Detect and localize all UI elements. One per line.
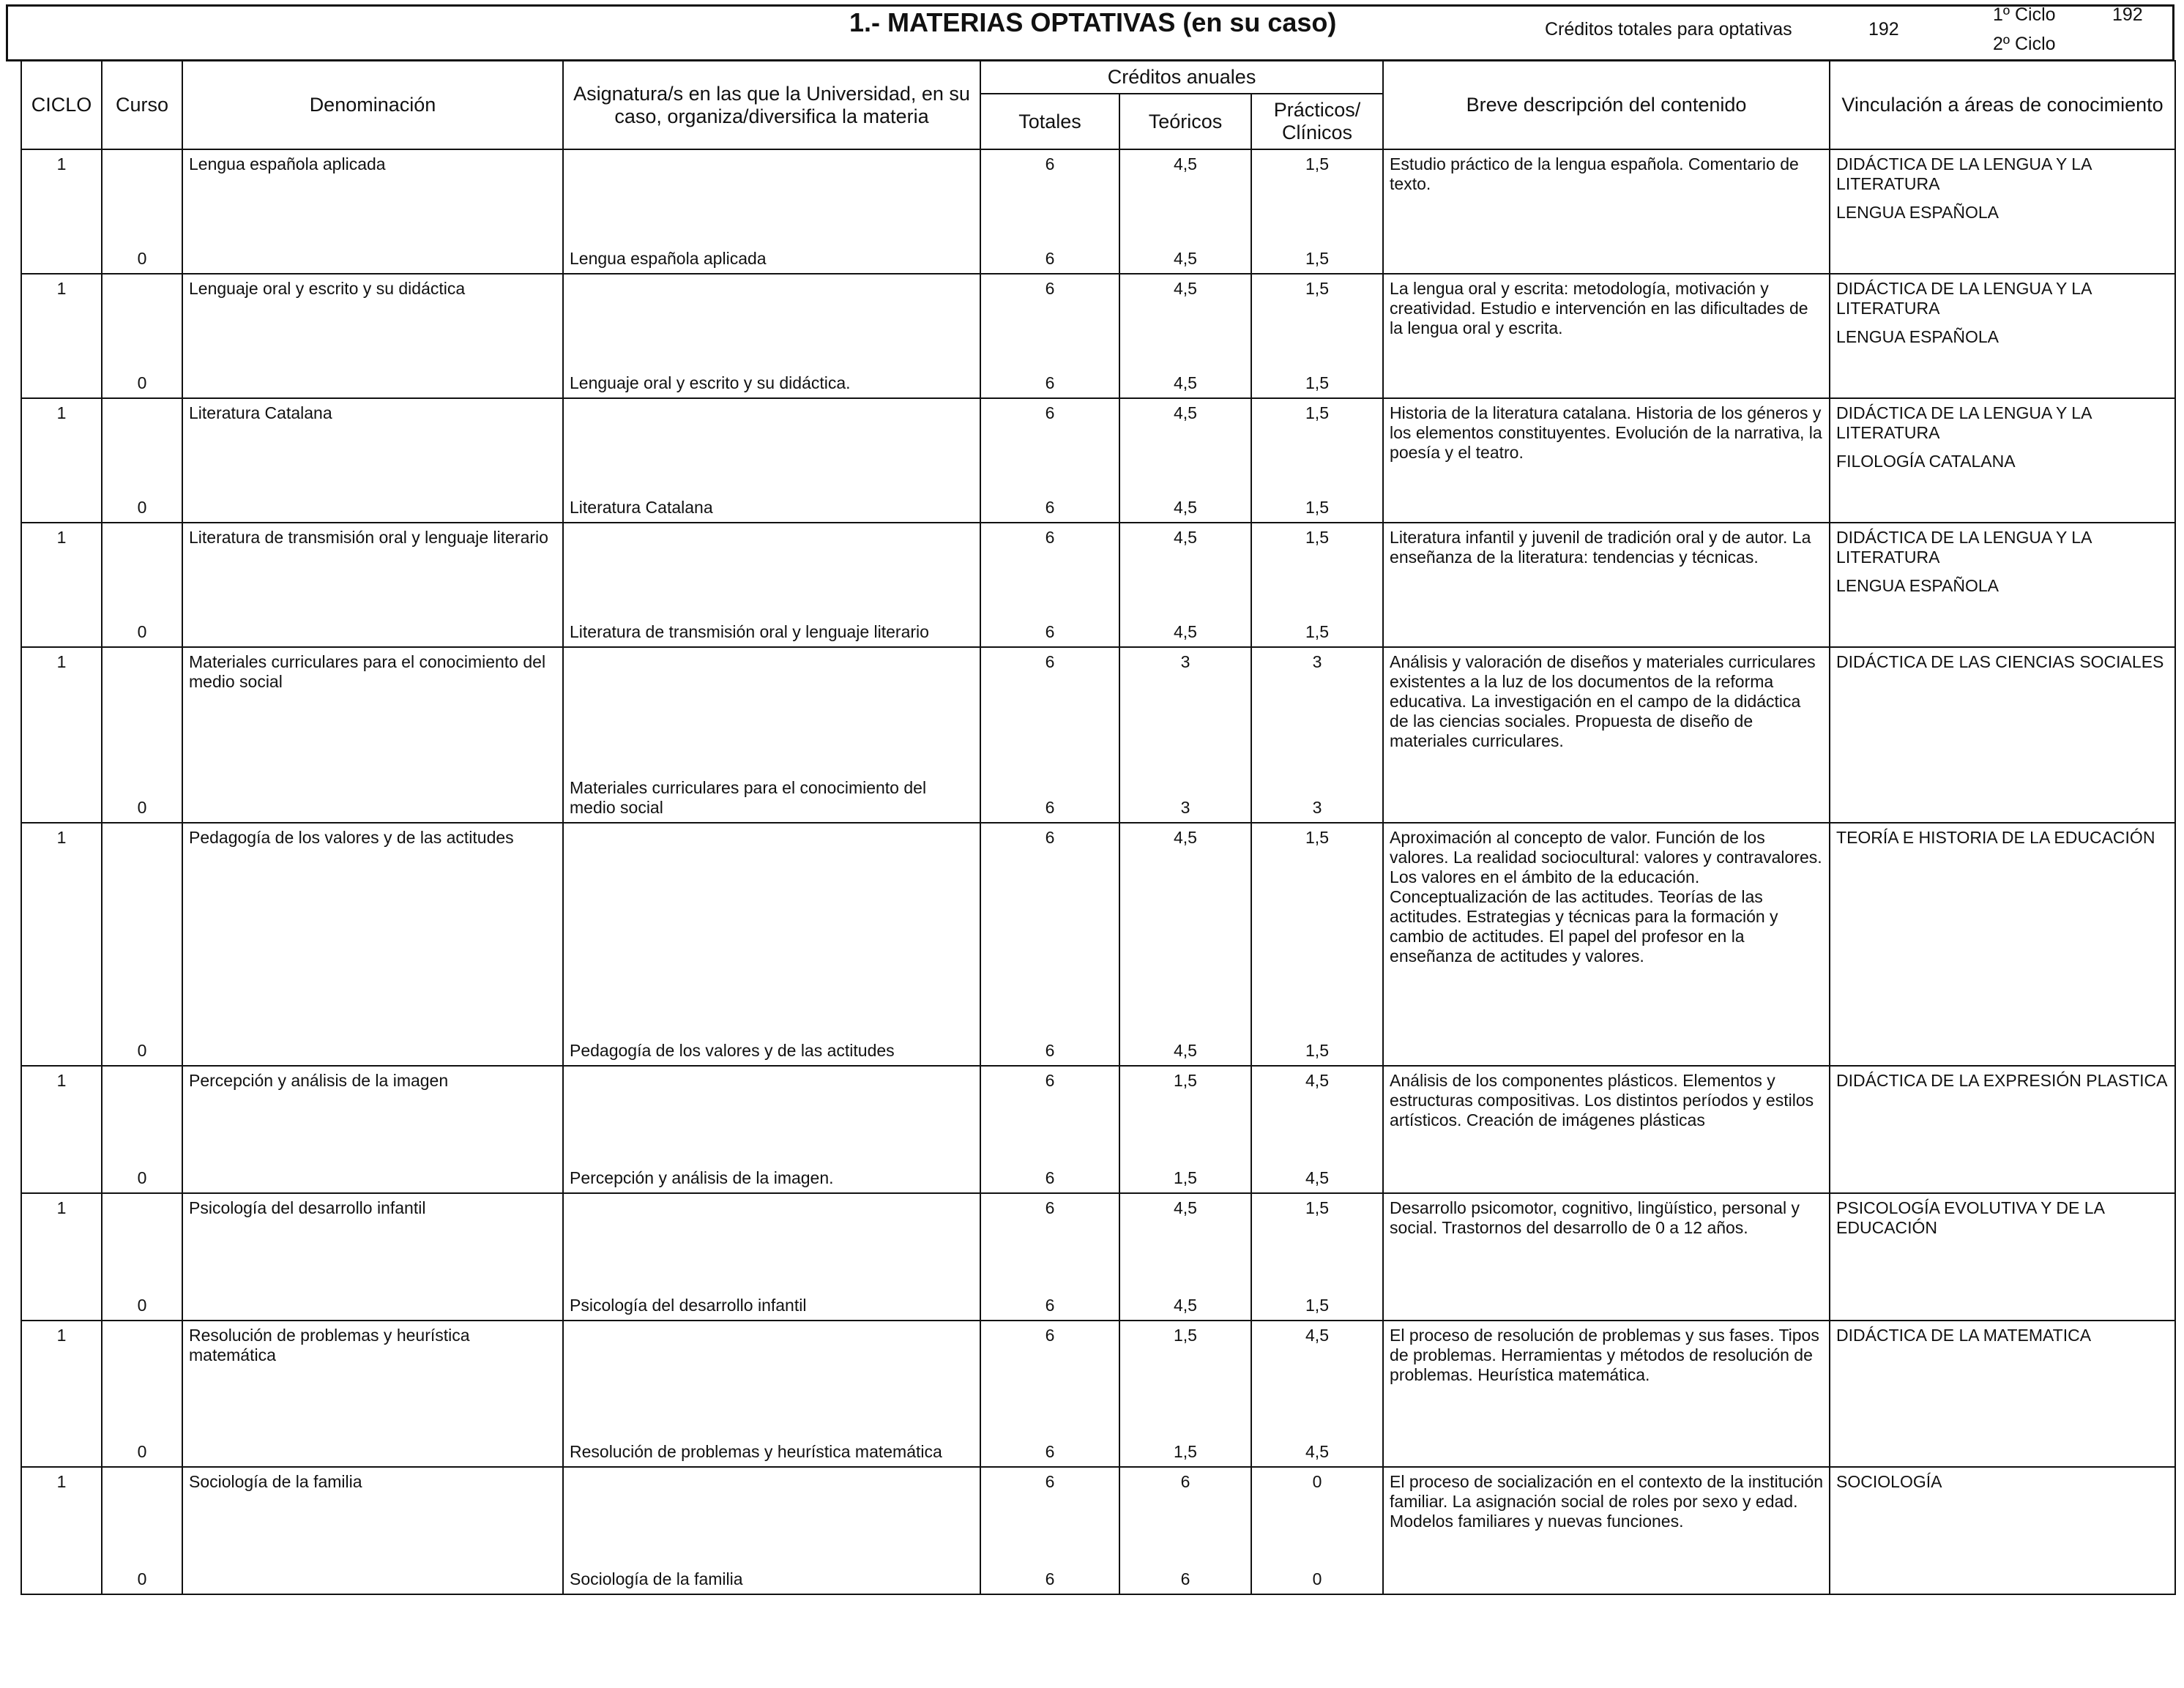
asignatura-cell-top <box>563 398 980 485</box>
totales-cell: 6 <box>980 823 1119 1028</box>
asignatura-cell: Lengua española aplicada <box>563 236 980 274</box>
asignatura-cell: Literatura de transmisión oral y lenguaje literario <box>563 609 980 647</box>
asignatura-cell: Resolución de problemas y heurística matemática <box>563 1416 980 1467</box>
col-creditos: Créditos anuales <box>980 61 1383 94</box>
asignatura-cell: Materiales curriculares para el conocimiento del medio social <box>563 772 980 823</box>
practicos-cell: 4,5 <box>1251 1066 1383 1152</box>
descripcion-cell: Aproximación al concepto de valor. Función de los valores. La realidad sociocultural: valores y contravalores. Los valores en el ámbito de la educación. Conceptualización de las actitudes. Teorías de las actitudes. Estrategias y técnicas para la formación y cambio de actitudes. El papel del profesor en la enseñanza de actitudes y valores. <box>1383 823 1830 1066</box>
practicos-cell-sub: 1,5 <box>1251 360 1383 398</box>
vinculacion-cell <box>1830 1193 2175 1321</box>
asignatura-cell-top <box>563 1193 980 1280</box>
denominacion-cell: Sociología de la familia <box>182 1467 563 1553</box>
col-denominacion: Denominación <box>182 61 563 149</box>
descripcion-cell: La lengua oral y escrita: metodología, motivación y creatividad. Estudio e intervención en las dificultades de la lengua oral y escrita. <box>1383 274 1830 398</box>
practicos-cell-sub: 4,5 <box>1251 1416 1383 1467</box>
practicos-cell: 4,5 <box>1251 1321 1383 1416</box>
table-body <box>21 149 2175 1594</box>
ciclo-cell-bottom <box>21 236 102 274</box>
ciclo-cell-bottom <box>21 609 102 647</box>
col-ciclo: CICLO <box>21 61 102 149</box>
teoricos-cell: 4,5 <box>1119 274 1251 360</box>
vinculacion-cell <box>1830 523 2175 647</box>
vinculacion-cell <box>1830 1467 2175 1594</box>
curso-cell: 0 <box>102 772 182 823</box>
totales-cell: 6 <box>980 523 1119 609</box>
denominacion-cell-bottom <box>182 609 563 647</box>
table-row <box>21 1467 2175 1553</box>
totales-cell-sub: 6 <box>980 1553 1119 1594</box>
denominacion-cell-bottom <box>182 236 563 274</box>
teoricos-cell-sub: 1,5 <box>1119 1152 1251 1193</box>
curso-cell-top <box>102 1066 182 1152</box>
curso-cell-top <box>102 149 182 236</box>
teoricos-cell-sub: 4,5 <box>1119 360 1251 398</box>
total-credits-label: Créditos totales para optativas <box>1545 19 1792 40</box>
ciclo-cell: 1 <box>21 1193 102 1280</box>
teoricos-cell: 4,5 <box>1119 823 1251 1028</box>
ciclo-cell: 1 <box>21 274 102 360</box>
teoricos-cell-sub: 3 <box>1119 772 1251 823</box>
teoricos-cell: 3 <box>1119 647 1251 772</box>
denominacion-cell: Materiales curriculares para el conocimiento del medio social <box>182 647 563 772</box>
totales-cell: 6 <box>980 1066 1119 1152</box>
denominacion-cell: Resolución de problemas y heurística matemática <box>182 1321 563 1416</box>
curso-cell-top <box>102 398 182 485</box>
practicos-cell-sub: 1,5 <box>1251 236 1383 274</box>
asignatura-cell-top <box>563 1066 980 1152</box>
table-row <box>21 274 2175 360</box>
table-row <box>21 523 2175 609</box>
totales-cell-sub: 6 <box>980 1416 1119 1467</box>
denominacion-cell: Literatura de transmisión oral y lenguaje literario <box>182 523 563 609</box>
totales-cell-sub: 6 <box>980 360 1119 398</box>
ciclo-cell: 1 <box>21 1467 102 1553</box>
optativas-table <box>21 60 2176 1595</box>
area-primary: DIDÁCTICA DE LA LENGUA Y LA LITERATURA <box>1836 403 2092 442</box>
area-secondary: LENGUA ESPAÑOLA <box>1836 203 1999 222</box>
totales-cell: 6 <box>980 149 1119 236</box>
curso-cell: 0 <box>102 609 182 647</box>
practicos-cell: 1,5 <box>1251 823 1383 1028</box>
descripcion-cell: Estudio práctico de la lengua española. Comentario de texto. <box>1383 149 1830 274</box>
teoricos-cell-sub: 4,5 <box>1119 485 1251 523</box>
curso-cell: 0 <box>102 485 182 523</box>
table-row <box>21 1193 2175 1280</box>
ciclo-cell-bottom <box>21 1416 102 1467</box>
vinculacion-cell <box>1830 274 2175 398</box>
descripcion-cell: El proceso de socialización en el contexto de la institución familiar. La asignación social de roles por sexo y edad. Modelos familiares y nuevas funciones. <box>1383 1467 1830 1594</box>
asignatura-cell-top <box>563 1321 980 1416</box>
teoricos-cell: 1,5 <box>1119 1066 1251 1152</box>
denominacion-cell-bottom <box>182 1152 563 1193</box>
totales-cell: 6 <box>980 1467 1119 1553</box>
descripcion-cell: Literatura infantil y juvenil de tradición oral y de autor. La enseñanza de la literatura: tendencias y técnicas. <box>1383 523 1830 647</box>
vinculacion-cell <box>1830 1321 2175 1467</box>
area-secondary: LENGUA ESPAÑOLA <box>1836 576 1999 595</box>
denominacion-cell: Psicología del desarrollo infantil <box>182 1193 563 1280</box>
asignatura-cell: Lenguaje oral y escrito y su didáctica. <box>563 360 980 398</box>
ciclo-cell-bottom <box>21 1280 102 1321</box>
curso-cell-top <box>102 1467 182 1553</box>
asignatura-cell-top <box>563 647 980 772</box>
totales-cell-sub: 6 <box>980 1028 1119 1066</box>
denominacion-cell: Pedagogía de los valores y de las actitudes <box>182 823 563 1028</box>
asignatura-cell-top <box>563 1467 980 1553</box>
teoricos-cell: 6 <box>1119 1467 1251 1553</box>
totales-cell-sub: 6 <box>980 609 1119 647</box>
denominacion-cell-bottom <box>182 1416 563 1467</box>
area-primary: TEORÍA E HISTORIA DE LA EDUCACIÓN <box>1836 828 2155 847</box>
table-row <box>21 1066 2175 1152</box>
denominacion-cell: Lengua española aplicada <box>182 149 563 236</box>
asignatura-cell: Percepción y análisis de la imagen. <box>563 1152 980 1193</box>
curso-cell-top <box>102 1193 182 1280</box>
curso-cell: 0 <box>102 1416 182 1467</box>
area-primary: DIDÁCTICA DE LA MATEMATICA <box>1836 1326 2092 1345</box>
curso-cell: 0 <box>102 360 182 398</box>
teoricos-cell: 4,5 <box>1119 149 1251 236</box>
curso-cell: 0 <box>102 1280 182 1321</box>
vinculacion-cell <box>1830 823 2175 1066</box>
col-teoricos: Teóricos <box>1119 94 1251 149</box>
practicos-cell: 1,5 <box>1251 274 1383 360</box>
totales-cell-sub: 6 <box>980 485 1119 523</box>
ciclo-cell: 1 <box>21 647 102 772</box>
total-credits-value: 192 <box>1868 19 1899 40</box>
table-row <box>21 647 2175 772</box>
practicos-cell-sub: 4,5 <box>1251 1152 1383 1193</box>
descripcion-cell: Historia de la literatura catalana. Historia de los géneros y los elementos constituyentes. Evolución de la narrativa, la poesía y el teatro. <box>1383 398 1830 523</box>
ciclo-cell-bottom <box>21 772 102 823</box>
asignatura-cell-top <box>563 274 980 360</box>
denominacion-cell-bottom <box>182 1280 563 1321</box>
ciclo-cell: 1 <box>21 1066 102 1152</box>
asignatura-cell: Literatura Catalana <box>563 485 980 523</box>
area-primary: DIDÁCTICA DE LA EXPRESIÓN PLASTICA <box>1836 1071 2168 1090</box>
teoricos-cell-sub: 4,5 <box>1119 1028 1251 1066</box>
teoricos-cell-sub: 4,5 <box>1119 236 1251 274</box>
area-primary: SOCIOLOGÍA <box>1836 1472 1942 1491</box>
totales-cell: 6 <box>980 274 1119 360</box>
teoricos-cell-sub: 4,5 <box>1119 609 1251 647</box>
ciclo-cell: 1 <box>21 823 102 1028</box>
ciclo1-label: 1º Ciclo <box>1993 4 2056 25</box>
col-asignatura: Asignatura/s en las que la Universidad, en su caso, organiza/diversifica la materia <box>563 61 980 149</box>
practicos-cell-sub: 3 <box>1251 772 1383 823</box>
curso-cell: 0 <box>102 1152 182 1193</box>
area-primary: DIDÁCTICA DE LA LENGUA Y LA LITERATURA <box>1836 154 2092 193</box>
denominacion-cell: Percepción y análisis de la imagen <box>182 1066 563 1152</box>
page-title: 1.- MATERIAS OPTATIVAS (en su caso) <box>849 7 1337 37</box>
vinculacion-cell <box>1830 398 2175 523</box>
vinculacion-cell <box>1830 647 2175 823</box>
area-primary: DIDÁCTICA DE LA LENGUA Y LA LITERATURA <box>1836 279 2092 318</box>
curso-cell: 0 <box>102 1028 182 1066</box>
descripcion-cell: El proceso de resolución de problemas y sus fases. Tipos de problemas. Herramientas y métodos de resolución de problemas. Heurística matemática. <box>1383 1321 1830 1467</box>
vinculacion-cell <box>1830 149 2175 274</box>
practicos-cell-sub: 1,5 <box>1251 1028 1383 1066</box>
table-row <box>21 1321 2175 1416</box>
area-primary: DIDÁCTICA DE LA LENGUA Y LA LITERATURA <box>1836 528 2092 567</box>
col-descripcion: Breve descripción del contenido <box>1383 61 1830 149</box>
table-row <box>21 398 2175 485</box>
ciclo-cell-bottom <box>21 1152 102 1193</box>
asignatura-cell-top <box>563 149 980 236</box>
descripcion-cell: Desarrollo psicomotor, cognitivo, lingüístico, personal y social. Trastornos del desarrollo de 0 a 12 años. <box>1383 1193 1830 1321</box>
teoricos-cell: 1,5 <box>1119 1321 1251 1416</box>
ciclo-cell: 1 <box>21 149 102 236</box>
practicos-cell-sub: 1,5 <box>1251 485 1383 523</box>
vinculacion-cell <box>1830 1066 2175 1193</box>
asignatura-cell: Pedagogía de los valores y de las actitudes <box>563 1028 980 1066</box>
practicos-cell: 1,5 <box>1251 1193 1383 1280</box>
denominacion-cell-bottom <box>182 772 563 823</box>
ciclo-cell-bottom <box>21 360 102 398</box>
denominacion-cell-bottom <box>182 1553 563 1594</box>
ciclo-cell: 1 <box>21 523 102 609</box>
teoricos-cell-sub: 4,5 <box>1119 1280 1251 1321</box>
totales-cell-sub: 6 <box>980 236 1119 274</box>
totales-cell: 6 <box>980 398 1119 485</box>
denominacion-cell-bottom <box>182 485 563 523</box>
col-totales: Totales <box>980 94 1119 149</box>
col-vinculacion: Vinculación a áreas de conocimiento <box>1830 61 2175 149</box>
area-secondary: FILOLOGÍA CATALANA <box>1836 452 2016 471</box>
ciclo2-label: 2º Ciclo <box>1993 34 2056 54</box>
col-practicos: Prácticos/ Clínicos <box>1251 94 1383 149</box>
descripcion-cell: Análisis y valoración de diseños y materiales curriculares existentes a la luz de los documentos de la reforma educativa. La investigación en el campo de la didáctica de las ciencias sociales. Propuesta de diseño de materiales curriculares. <box>1383 647 1830 823</box>
curso-cell-top <box>102 647 182 772</box>
ciclo-cell-bottom <box>21 1028 102 1066</box>
totales-cell-sub: 6 <box>980 1152 1119 1193</box>
practicos-cell: 1,5 <box>1251 398 1383 485</box>
practicos-cell: 1,5 <box>1251 523 1383 609</box>
practicos-cell-sub: 1,5 <box>1251 609 1383 647</box>
col-curso: Curso <box>102 61 182 149</box>
asignatura-cell: Sociología de la familia <box>563 1553 980 1594</box>
teoricos-cell-sub: 1,5 <box>1119 1416 1251 1467</box>
practicos-cell: 0 <box>1251 1467 1383 1553</box>
ciclo1-value: 192 <box>2112 4 2143 25</box>
area-primary: PSICOLOGÍA EVOLUTIVA Y DE LA EDUCACIÓN <box>1836 1198 2104 1237</box>
ciclo-cell-bottom <box>21 485 102 523</box>
asignatura-cell-top <box>563 823 980 1028</box>
asignatura-cell-top <box>563 523 980 609</box>
curso-cell: 0 <box>102 236 182 274</box>
area-secondary: LENGUA ESPAÑOLA <box>1836 327 1999 346</box>
totales-cell: 6 <box>980 1321 1119 1416</box>
teoricos-cell: 4,5 <box>1119 523 1251 609</box>
curso-cell-top <box>102 274 182 360</box>
teoricos-cell: 4,5 <box>1119 398 1251 485</box>
descripcion-cell: Análisis de los componentes plásticos. Elementos y estructuras compositivas. Los distintos períodos y estilos artísticos. Creación de imágenes plásticas <box>1383 1066 1830 1193</box>
totales-cell: 6 <box>980 1193 1119 1280</box>
practicos-cell: 1,5 <box>1251 149 1383 236</box>
curso-cell-top <box>102 823 182 1028</box>
ciclo-cell: 1 <box>21 1321 102 1416</box>
teoricos-cell: 4,5 <box>1119 1193 1251 1280</box>
practicos-cell-sub: 0 <box>1251 1553 1383 1594</box>
ciclo-cell-bottom <box>21 1553 102 1594</box>
table-row <box>21 149 2175 236</box>
curso-cell: 0 <box>102 1553 182 1594</box>
denominacion-cell: Lenguaje oral y escrito y su didáctica <box>182 274 563 360</box>
teoricos-cell-sub: 6 <box>1119 1553 1251 1594</box>
totales-cell-sub: 6 <box>980 772 1119 823</box>
asignatura-cell: Psicología del desarrollo infantil <box>563 1280 980 1321</box>
practicos-cell: 3 <box>1251 647 1383 772</box>
curso-cell-top <box>102 1321 182 1416</box>
totales-cell: 6 <box>980 647 1119 772</box>
totales-cell-sub: 6 <box>980 1280 1119 1321</box>
denominacion-cell-bottom <box>182 360 563 398</box>
denominacion-cell: Literatura Catalana <box>182 398 563 485</box>
table-row <box>21 823 2175 1028</box>
table-header-row <box>21 61 2175 94</box>
denominacion-cell-bottom <box>182 1028 563 1066</box>
curso-cell-top <box>102 523 182 609</box>
area-primary: DIDÁCTICA DE LAS CIENCIAS SOCIALES <box>1836 652 2164 671</box>
ciclo-cell: 1 <box>21 398 102 485</box>
practicos-cell-sub: 1,5 <box>1251 1280 1383 1321</box>
